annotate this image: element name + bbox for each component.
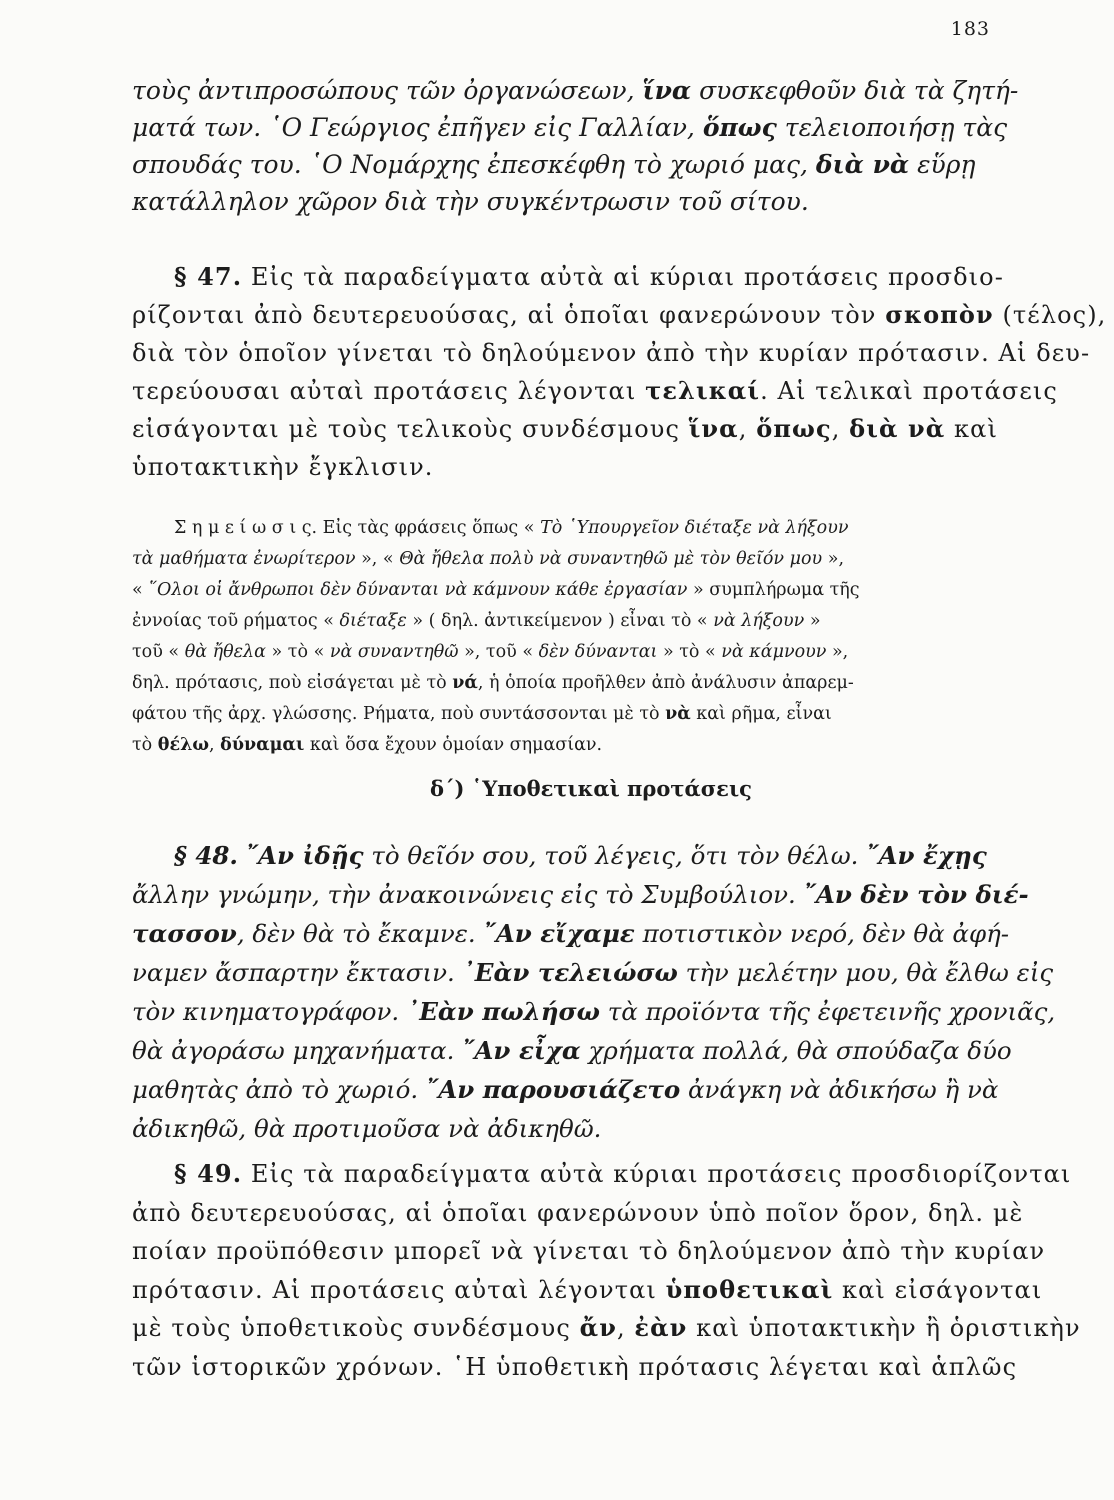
text-line: ναμεν ἄσπαρτην ἔκτασιν. ᾽Εὰν τελειώσω τὴν μελέτην μου, θὰ ἔλθω εἰς (132, 958, 1054, 987)
bold-term: ἵνα (688, 414, 739, 443)
italic-phrase: ῞Ολοι οἱ ἄνθρωποι δὲν δύνανται νὰ κάμνουν κάθε ἐργασίαν (148, 580, 688, 600)
text-line: § 48. ῎Αν ἰδῇς τὸ θεῖόν σου, τοῦ λέγεις, ὅτι τὸν θέλω. ῎Αν ἔχῃς (174, 841, 987, 870)
bold-term: ὅπως (756, 414, 832, 443)
bold-term: τασσον (132, 919, 237, 948)
text-line: τερεύουσαι αὐταὶ προτάσεις λέγονται τελικαί. Αἱ τελικαὶ προτάσεις (132, 376, 1058, 405)
bold-term: ἄν (579, 1313, 617, 1342)
text-line: δηλ. πρότασις, ποὺ εἰσάγεται μὲ τὸ νά, ἡ ὁποία προῆλθεν ἀπὸ ἀνάλυσιν ἀπαρεμ- (132, 673, 854, 693)
text-line: τὰ μαθήματα ἐνωρίτερον », « Θὰ ἤθελα πολὺ νὰ συναντηθῶ μὲ τὸν θεῖόν μου », (132, 549, 845, 569)
intro-paragraph (132, 72, 1019, 220)
text-line: ἐννοίας τοῦ ρήματος « διέταξε » ( δηλ. ἀντικείμενον ) εἶναι τὸ « νὰ λήξουν » (132, 611, 821, 631)
bold-term: δύναμαι (220, 735, 305, 755)
text-line: § 47. Εἰς τὰ παραδείγματα αὐτὰ αἱ κύριαι προτάσεις προσδιο- (174, 262, 1004, 291)
bold-term: διὰ νὰ (849, 414, 946, 443)
bold-term: ἵνα (642, 76, 692, 105)
page-number: 183 (950, 18, 990, 40)
bold-term: § 47. (174, 262, 243, 291)
bold-term: § 48. (174, 841, 238, 870)
italic-phrase: Θὰ ἤθελα πολὺ νὰ συναντηθῶ μὲ τὸν θεῖόν μου (399, 549, 823, 569)
text-line: τοὺς ἀντιπροσώπους τῶν ὀργανώσεων, ἵνα συσκεφθοῦν διὰ τὰ ζητή- (132, 76, 1019, 105)
text-line: ἀδικηθῶ, θὰ προτιμοῦσα νὰ ἀδικηθῶ. (132, 1114, 602, 1143)
paragraph-49 (132, 1155, 1081, 1386)
text-line: ματά των. ῾Ο Γεώργιος ἐπῆγεν εἰς Γαλλίαν, ὅπως τελειοποιήσῃ τὰς (132, 113, 1008, 142)
text-line: ρίζονται ἀπὸ δευτερευούσας, αἱ ὁποῖαι φανερώνουν τὸν σκοπὸν (τέλος), (132, 300, 1107, 329)
text-line: μὲ τοὺς ὑποθετικοὺς συνδέσμους ἄν, ἐὰν καὶ ὑποτακτικὴν ἢ ὁριστικὴν (132, 1313, 1081, 1342)
bold-term: ῎Αν δὲν τὸν διέ- (803, 880, 1029, 909)
text-line: τασσον, δὲν θὰ τὸ ἔκαμνε. ῎Αν εἴχαμε ποτιστικὸν νερό, δὲν θὰ ἀφή- (132, 919, 1010, 948)
text-line: « ῞Ολοι οἱ ἄνθρωποι δὲν δύνανται νὰ κάμνουν κάθε ἐργασίαν » συμπλήρωμα τῆς (132, 580, 860, 600)
italic-phrase: δὲν δύνανται (538, 642, 658, 662)
bold-term: ᾽Εὰν πωλήσω (406, 997, 600, 1026)
text-line: διὰ τὸν ὁποῖον γίνεται τὸ δηλούμενον ἀπὸ τὴν κυρίαν πρότασιν. Αἱ δευ- (132, 339, 1091, 367)
italic-phrase: νὰ συναντηθῶ (329, 642, 459, 662)
bold-term: νὰ (665, 704, 691, 724)
paragraph-47 (132, 258, 1107, 486)
bold-term: ᾽Εὰν τελειώσω (462, 958, 678, 987)
italic-phrase: θὰ ἤθελα (184, 642, 266, 662)
bold-term: § 49. (174, 1159, 243, 1188)
bold-term: θέλω (157, 735, 210, 755)
text-line: Σ η μ ε ί ω σ ι ς. Εἰς τὰς φράσεις ὅπως « Τὸ ῾Υπουργεῖον διέταξε νὰ λήξουν (174, 518, 849, 538)
text-line: τὸν κινηματογράφον. ᾽Εὰν πωλήσω τὰ προϊόντα τῆς ἐφετεινῆς χρονιᾶς, (132, 997, 1056, 1026)
text-line: ἀπὸ δευτερευούσας, αἱ ὁποῖαι φανερώνουν ὑπὸ ποῖον ὅρον, δηλ. μὲ (132, 1198, 1024, 1227)
text-line: ὑποτακτικὴν ἔγκλισιν. (132, 453, 434, 481)
bold-term: ὅπως (702, 113, 777, 142)
text-line: μαθητὰς ἀπὸ τὸ χωριό. ῎Αν παρουσιάζετο ἀνάγκη νὰ ἀδικήσω ἢ νὰ (132, 1075, 999, 1104)
text-line: ἄλλην γνώμην, τὴν ἀνακοινώνεις εἰς τὸ Συμβούλιον. ῎Αν δὲν τὸν διέ- (132, 880, 1029, 909)
text-line: κατάλληλον χῶρον διὰ τὴν συγκέντρωσιν τοῦ σίτου. (132, 187, 809, 216)
italic-phrase: διέταξε (339, 611, 407, 631)
bold-term: σκοπὸν (885, 300, 994, 329)
text-line: φάτου τῆς ἀρχ. γλώσσης. Ρήματα, ποὺ συντάσσονται μὲ τὸ νὰ καὶ ρῆμα, εἶναι (132, 704, 832, 724)
bold-term: ῎Αν παρουσιάζετο (425, 1075, 681, 1104)
text-line: σπουδάς του. ῾Ο Νομάρχης ἐπεσκέφθη τὸ χωριό μας, διὰ νὰ εὕρῃ (132, 150, 976, 179)
bold-term: νά (452, 673, 478, 693)
italic-phrase: νὰ λήξουν (713, 611, 805, 631)
italic-phrase: Τὸ ῾Υπουργεῖον διέταξε νὰ λήξουν (540, 518, 849, 538)
paragraph-48 (132, 836, 1056, 1148)
bold-term: ῎Αν ἰδῇς (245, 841, 364, 870)
italic-phrase: νὰ κάμνουν (721, 642, 827, 662)
bold-term: ῎Αν εἴχαμε (483, 919, 635, 948)
bold-term: ῎Αν ἔχῃς (866, 841, 987, 870)
section-heading: δ΄) ῾Υποθετικαὶ προτάσεις (430, 776, 752, 801)
text-line: εἰσάγονται μὲ τοὺς τελικοὺς συνδέσμους ἵνα, ὅπως, διὰ νὰ καὶ (132, 414, 998, 443)
text-line: τοῦ « θὰ ἤθελα » τὸ « νὰ συναντηθῶ », τοῦ « δὲν δύνανται » τὸ « νὰ κάμνουν », (132, 642, 849, 662)
bold-term: τελικαί (645, 376, 761, 405)
text-line: τῶν ἱστορικῶν χρόνων. ῾Η ὑποθετικὴ πρότασις λέγεται καὶ ἁπλῶς (132, 1352, 1018, 1381)
bold-term: ὑποθετικαὶ (665, 1274, 834, 1304)
bold-term: ἐὰν (634, 1313, 688, 1342)
text-line: § 49. Εἰς τὰ παραδείγματα αὐτὰ κύριαι προτάσεις προσδιορίζονται (174, 1159, 1072, 1188)
text-line: τὸ θέλω, δύναμαι καὶ ὅσα ἔχουν ὁμοίαν σημασίαν. (132, 735, 603, 755)
text-line: ποίαν προϋπόθεσιν μπορεῖ νὰ γίνεται τὸ δηλούμενον ἀπὸ τὴν κυρίαν (132, 1237, 1046, 1265)
text-line: πρότασιν. Αἱ προτάσεις αὐταὶ λέγονται ὑποθετικαὶ καὶ εἰσάγονται (132, 1274, 1043, 1304)
text-line: θὰ ἀγοράσω μηχανήματα. ῎Αν εἶχα χρήματα πολλά, θὰ σπούδαζα δύο (132, 1036, 1012, 1065)
italic-phrase: τὰ μαθήματα ἐνωρίτερον (132, 549, 356, 569)
bold-term: ῎Αν εἶχα (462, 1036, 581, 1065)
note-paragraph (132, 513, 994, 761)
bold-term: διὰ νὰ (815, 150, 910, 179)
